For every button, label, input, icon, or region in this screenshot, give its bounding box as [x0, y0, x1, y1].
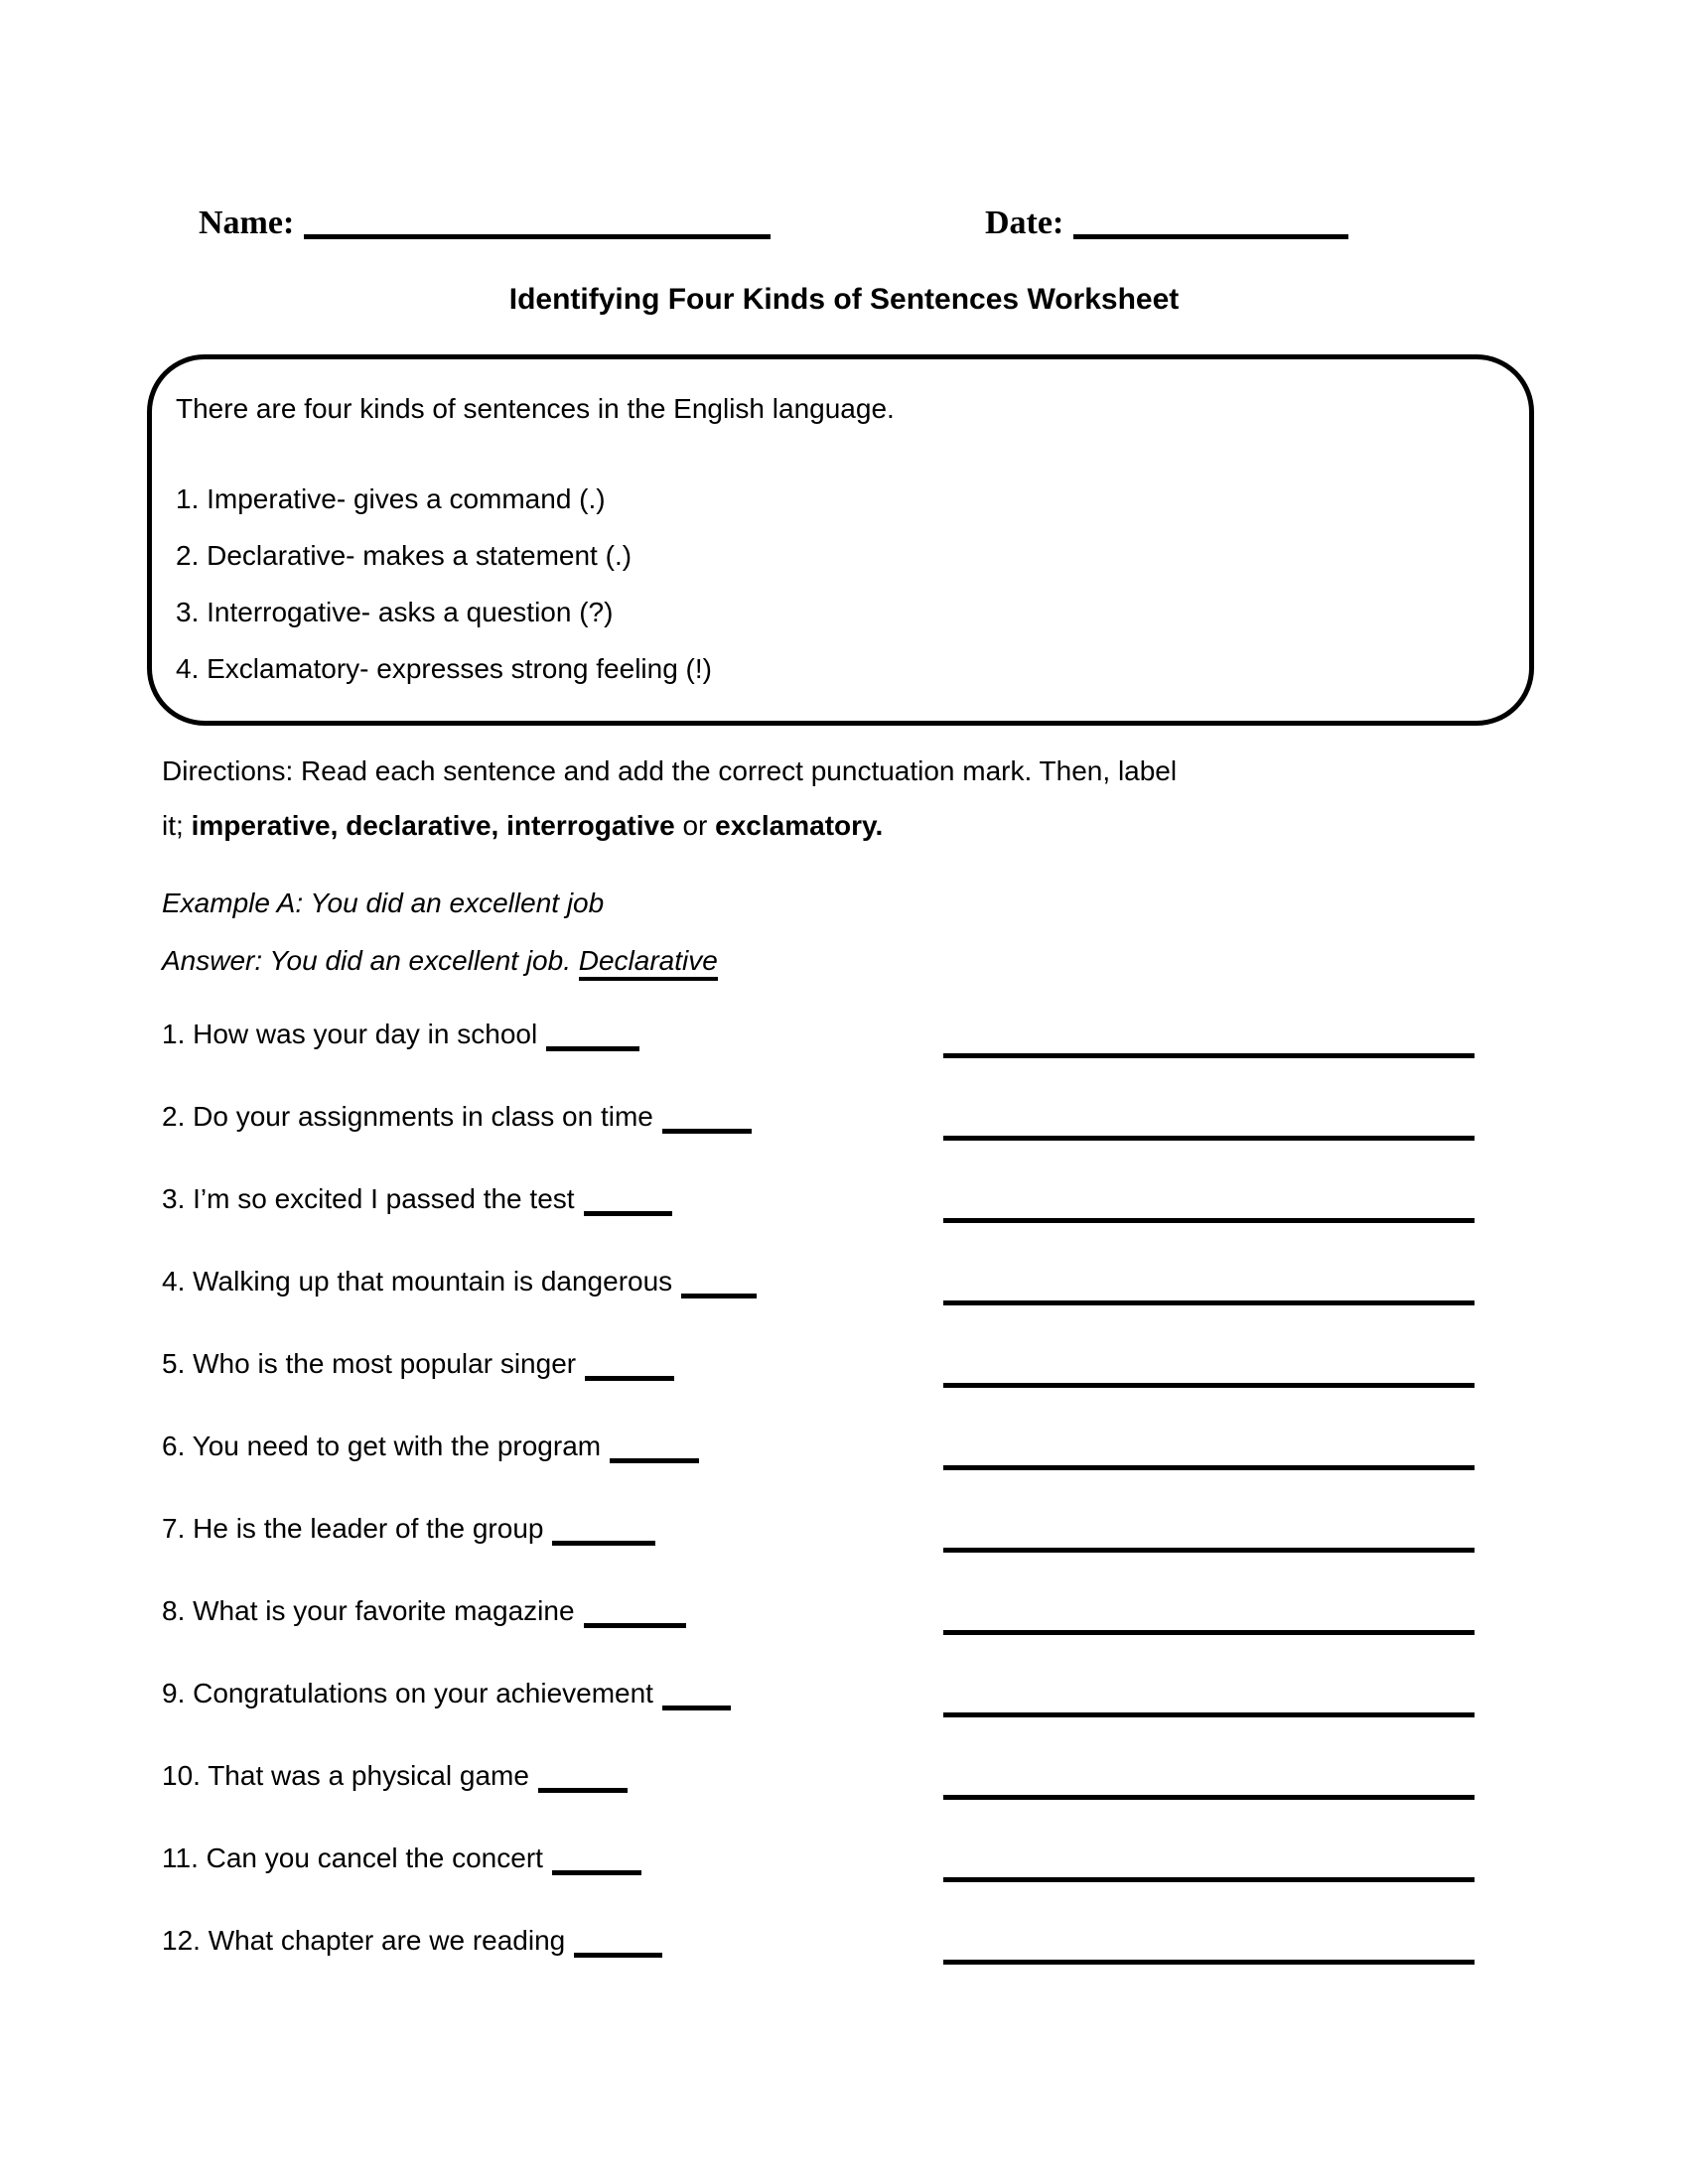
punctuation-blank-line — [552, 1521, 655, 1546]
directions-segment: or — [674, 810, 716, 841]
type-label-blank-line — [943, 1186, 1475, 1223]
type-label-blank-line — [943, 1763, 1475, 1800]
question-text: 2. Do your assignments in class on time — [162, 1101, 653, 1132]
question-text: 10. That was a physical game — [162, 1760, 529, 1791]
punctuation-blank-line — [552, 1850, 641, 1875]
punctuation-blank-line — [584, 1191, 672, 1216]
name-row — [199, 205, 771, 242]
punctuation-blank-line — [585, 1356, 674, 1381]
question-text: 3. I’m so excited I passed the test — [162, 1183, 575, 1214]
question-list — [162, 1016, 1532, 2004]
question-row-2 — [162, 1098, 1532, 1180]
page-title: Identifying Four Kinds of Sentences Worksheet — [508, 283, 1180, 316]
sentence-type-item-exclamatory: 4. Exclamatory- expresses strong feeling (!) — [176, 653, 712, 684]
punctuation-blank-line — [584, 1603, 686, 1628]
directions — [162, 744, 1177, 853]
sentence-type-list — [176, 471, 1509, 697]
sentence-type-item-declarative: 2. Declarative- makes a statement (.) — [176, 540, 633, 571]
type-label-blank-line — [943, 1104, 1475, 1141]
question-text: 7. He is the leader of the group — [162, 1513, 544, 1544]
directions-bold-exclamatory: exclamatory. — [715, 810, 884, 841]
question-text: 8. What is your favorite magazine — [162, 1595, 575, 1626]
punctuation-blank-line — [610, 1438, 699, 1463]
question-row-12 — [162, 1922, 1532, 2004]
answer-word-underlined: Declarative — [579, 945, 718, 981]
type-label-blank-line — [943, 1351, 1475, 1388]
question-text: 11. Can you cancel the concert — [162, 1843, 543, 1873]
question-row-7 — [162, 1510, 1532, 1592]
sentence-type-item-interrogative: 3. Interrogative- asks a question (?) — [176, 597, 614, 627]
date-label: Date: — [985, 205, 1064, 241]
punctuation-blank-line — [662, 1686, 731, 1710]
punctuation-blank-line — [546, 1026, 639, 1051]
type-label-blank-line — [943, 1681, 1475, 1717]
directions-bold-imperative: imperative, — [191, 810, 347, 841]
type-label-blank-line — [943, 1845, 1475, 1882]
directions-bold-interrogative: interrogative — [506, 810, 675, 841]
sentence-type-item-imperative: 1. Imperative- gives a command (.) — [176, 483, 606, 514]
type-label-blank-line — [943, 1022, 1475, 1058]
name-label: Name: — [199, 205, 295, 241]
type-label-blank-line — [943, 1516, 1475, 1553]
punctuation-blank-line — [574, 1933, 662, 1958]
directions-bold-declarative: declarative, — [346, 810, 507, 841]
question-row-11 — [162, 1840, 1532, 1922]
question-text: 1. How was your day in school — [162, 1019, 538, 1049]
date-row — [985, 205, 1348, 242]
question-row-3 — [162, 1180, 1532, 1263]
example-answer-line — [162, 932, 718, 990]
type-label-blank-line — [943, 1433, 1475, 1470]
question-row-1 — [162, 1016, 1532, 1098]
question-row-10 — [162, 1757, 1532, 1840]
directions-line-1: Directions: Read each sentence and add the correct punctuation mark. Then, label — [162, 755, 1178, 786]
punctuation-blank-line — [662, 1109, 752, 1134]
question-text: 5. Who is the most popular singer — [162, 1348, 577, 1379]
question-row-8 — [162, 1592, 1532, 1675]
question-row-9 — [162, 1675, 1532, 1757]
question-row-5 — [162, 1345, 1532, 1428]
name-blank-line — [304, 212, 771, 239]
directions-line-2 — [162, 798, 1177, 853]
question-text: 9. Congratulations on your achievement — [162, 1678, 653, 1708]
punctuation-blank-line — [681, 1274, 757, 1298]
question-text: 4. Walking up that mountain is dangerous — [162, 1266, 673, 1297]
question-row-4 — [162, 1263, 1532, 1345]
example-line: Example A: You did an excellent job — [162, 887, 605, 918]
question-text: 6. You need to get with the program — [162, 1431, 602, 1461]
answer-prefix: Answer: You did an excellent job. — [162, 945, 579, 976]
directions-segment: it; — [162, 810, 192, 841]
sentence-types-info-box — [147, 354, 1534, 726]
type-label-blank-line — [943, 1598, 1475, 1635]
question-text: 12. What chapter are we reading — [162, 1925, 566, 1956]
question-row-6 — [162, 1428, 1532, 1510]
punctuation-blank-line — [538, 1768, 628, 1793]
type-label-blank-line — [943, 1269, 1475, 1305]
date-blank-line — [1073, 212, 1348, 239]
type-label-blank-line — [943, 1928, 1475, 1965]
info-box-intro: There are four kinds of sentences in the English language. — [176, 393, 895, 424]
example-block — [162, 875, 718, 990]
